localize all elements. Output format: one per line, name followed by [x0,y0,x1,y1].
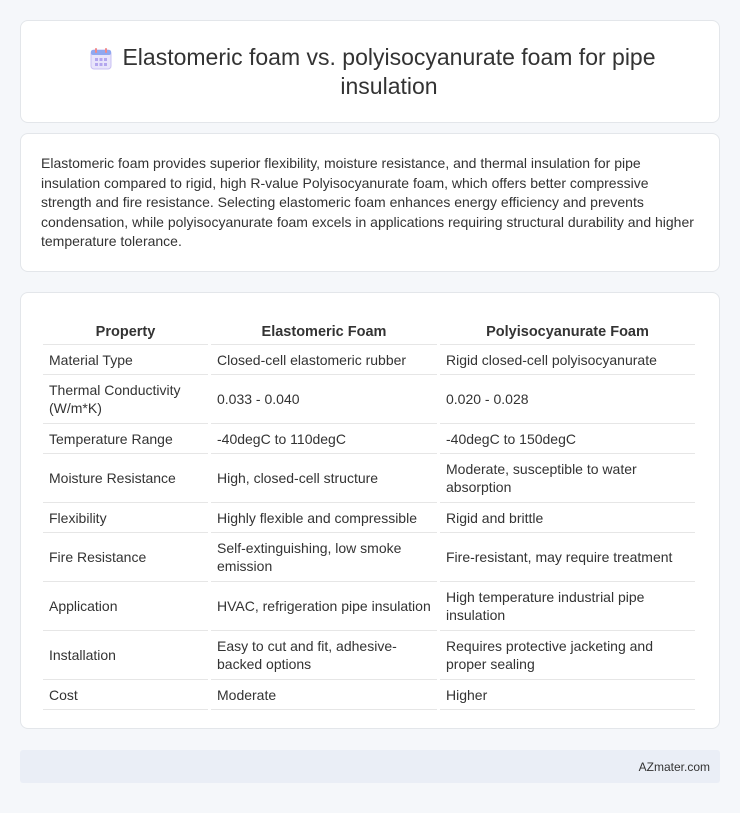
cell-elastomeric: Moderate [211,680,437,710]
table-header-row [43,313,695,345]
calendar-icon [88,46,114,72]
cell-property: Material Type [43,345,208,375]
page-title: Elastomeric foam vs. polyisocyanurate foam for pipe insulation [122,43,656,99]
cell-elastomeric: High, closed-cell structure [211,454,437,503]
cell-property: Thermal Conductivity (W/m*K) [43,375,208,424]
cell-property: Temperature Range [43,424,208,454]
cell-elastomeric: Highly flexible and compressible [211,503,437,533]
cell-polyisocyanurate: Moderate, susceptible to water absorption [440,454,695,503]
cell-polyisocyanurate: Requires protective jacketing and proper sealing [440,631,695,680]
table-row [43,680,695,710]
table-row [43,503,695,533]
cell-property: Installation [43,631,208,680]
header-elastomeric: Elastomeric Foam [211,313,437,345]
cell-elastomeric: Easy to cut and fit, adhesive-backed options [211,631,437,680]
summary-text: Elastomeric foam provides superior flexibility, moisture resistance, and thermal insulation for pipe insulation compared to rigid, high R-value Polyisocyanurate foam, which offers better compressive strength and fire resistance. Selecting elastomeric foam enhances energy efficiency and prevents condensation, while polyisocyanurate foam excels in applications requiring structural durability and higher temperature tolerance. [41,155,694,249]
cell-elastomeric: Closed-cell elastomeric rubber [211,345,437,375]
cell-property: Cost [43,680,208,710]
table-row [43,533,695,582]
cell-elastomeric: -40degC to 110degC [211,424,437,454]
comparison-table-card [20,292,720,729]
footer [20,750,720,783]
cell-polyisocyanurate: Higher [440,680,695,710]
comparison-table [40,313,698,710]
title-card [20,20,720,123]
cell-property: Flexibility [43,503,208,533]
table-row [43,345,695,375]
table-row [43,375,695,424]
header-property: Property [43,313,208,345]
cell-elastomeric: Self-extinguishing, low smoke emission [211,533,437,582]
cell-polyisocyanurate: Rigid and brittle [440,503,695,533]
cell-polyisocyanurate: Fire-resistant, may require treatment [440,533,695,582]
summary-card [20,133,720,272]
title-wrap [80,43,660,101]
header-polyisocyanurate: Polyisocyanurate Foam [440,313,695,345]
cell-elastomeric: HVAC, refrigeration pipe insulation [211,582,437,631]
cell-property: Application [43,582,208,631]
footer-brand: AZmater.com [638,759,710,774]
table-row [43,631,695,680]
cell-polyisocyanurate: 0.020 - 0.028 [440,375,695,424]
table-row [43,582,695,631]
cell-property: Fire Resistance [43,533,208,582]
cell-polyisocyanurate: High temperature industrial pipe insulation [440,582,695,631]
cell-elastomeric: 0.033 - 0.040 [211,375,437,424]
table-row [43,424,695,454]
cell-polyisocyanurate: Rigid closed-cell polyisocyanurate [440,345,695,375]
table-row [43,454,695,503]
cell-property: Moisture Resistance [43,454,208,503]
cell-polyisocyanurate: -40degC to 150degC [440,424,695,454]
